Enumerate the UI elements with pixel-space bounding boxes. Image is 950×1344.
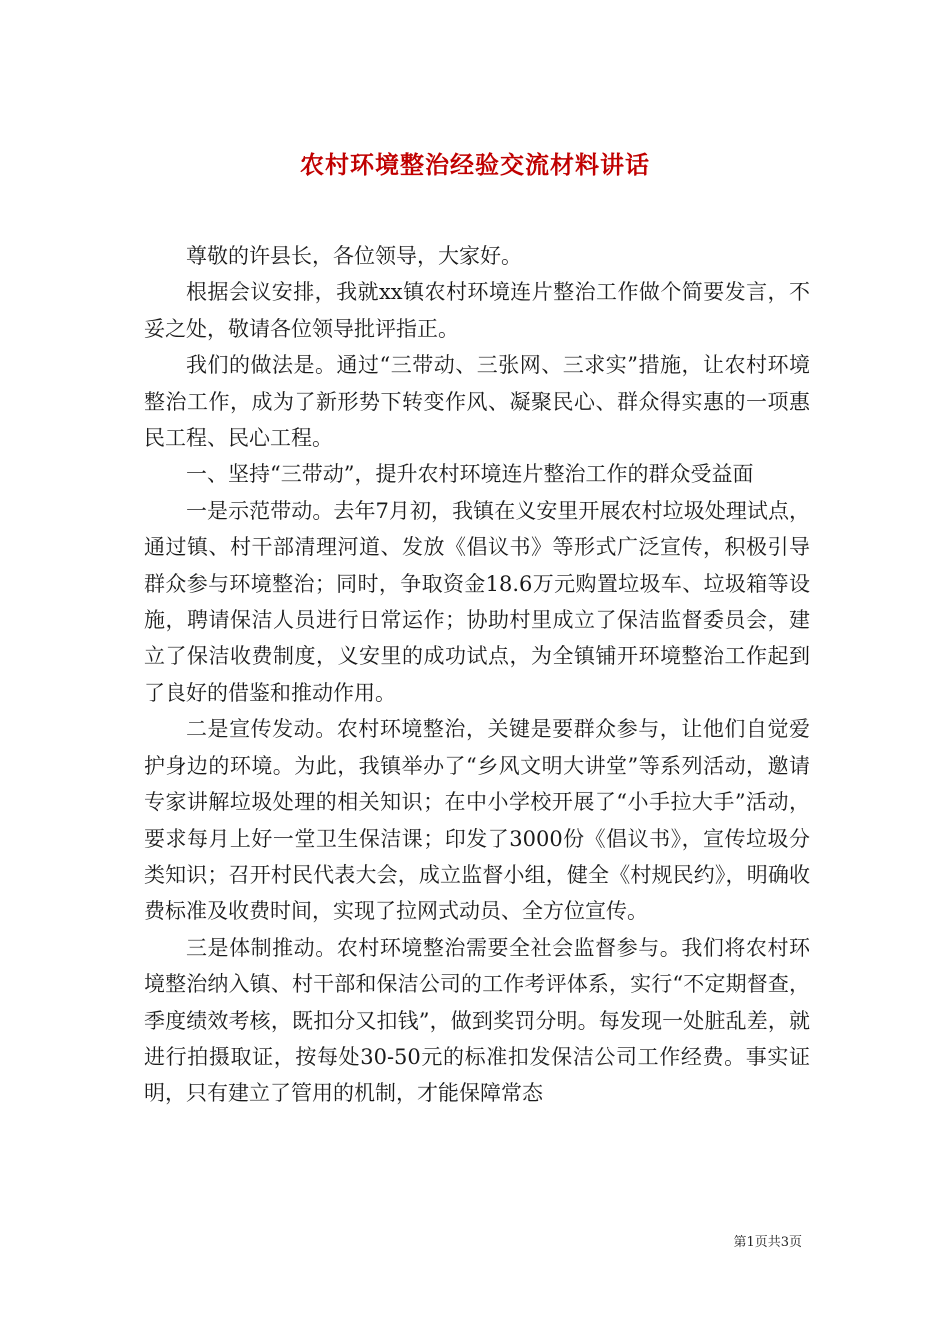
document-body (144, 238, 810, 1112)
paragraph-greeting: 尊敬的许县长，各位领导，大家好。 (186, 244, 522, 268)
section-heading-one: 一、坚持“三带动”，提升农村环境连片整治工作的群众受益面 (186, 462, 754, 487)
page-number: 第1页共3页 (733, 1235, 802, 1250)
paragraph-publicity: 二是宣传发动。农村环境整治，关键是要群众参与，让他们自觉爱护身边的环境。为此，我镇举办了“乡风文明大讲堂”等系列活动，邀请专家讲解垃圾处理的相关知识；在中小学校开展了“小手拉大手”活动，要求每月上好一堂卫生保洁课；印发了3000份《倡议书》，宣传垃圾分类知识；召开村民代表大会，成立监督小组，健全《村规民约》，明确收费标准及收费时间，实现了拉网式动员、全方位宣传。 (144, 717, 810, 924)
paragraph-system: 三是体制推动。农村环境整治需要全社会监督参与。我们将农村环境整治纳入镇、村干部和保洁公司的工作考评体系，实行“不定期督查，季度绩效考核，既扣分又扣钱”，做到奖罚分明。每发现一处脏乱差，就进行拍摄取证，按每处30-50元的标准扣发保洁公司工作经费。事实证明，只有建立了管用的机制，才能保障常态 (144, 935, 810, 1106)
paragraph-approach: 我们的做法是。通过“三带动、三张网、三求实”措施，让农村环境整治工作，成为了新形势下转变作风、凝聚民心、群众得实惠的一项惠民工程、民心工程。 (144, 353, 810, 451)
paragraph-intro: 根据会议安排，我就xx镇农村环境连片整治工作做个简要发言，不妥之处，敬请各位领导批评指正。 (144, 280, 810, 341)
paragraph-demonstration: 一是示范带动。去年7月初，我镇在义安里开展农村垃圾处理试点，通过镇、村干部清理河道、发放《倡议书》等形式广泛宣传，积极引导群众参与环境整治；同时，争取资金18.6万元购置垃圾车、垃圾箱等设施，聘请保洁人员进行日常运作；协助村里成立了保洁监督委员会，建立了保洁收费制度，义安里的成功试点，为全镇铺开环境整治工作起到了良好的借鉴和推动作用。 (144, 498, 810, 705)
document-title: 农村环境整治经验交流材料讲话 (300, 150, 650, 180)
